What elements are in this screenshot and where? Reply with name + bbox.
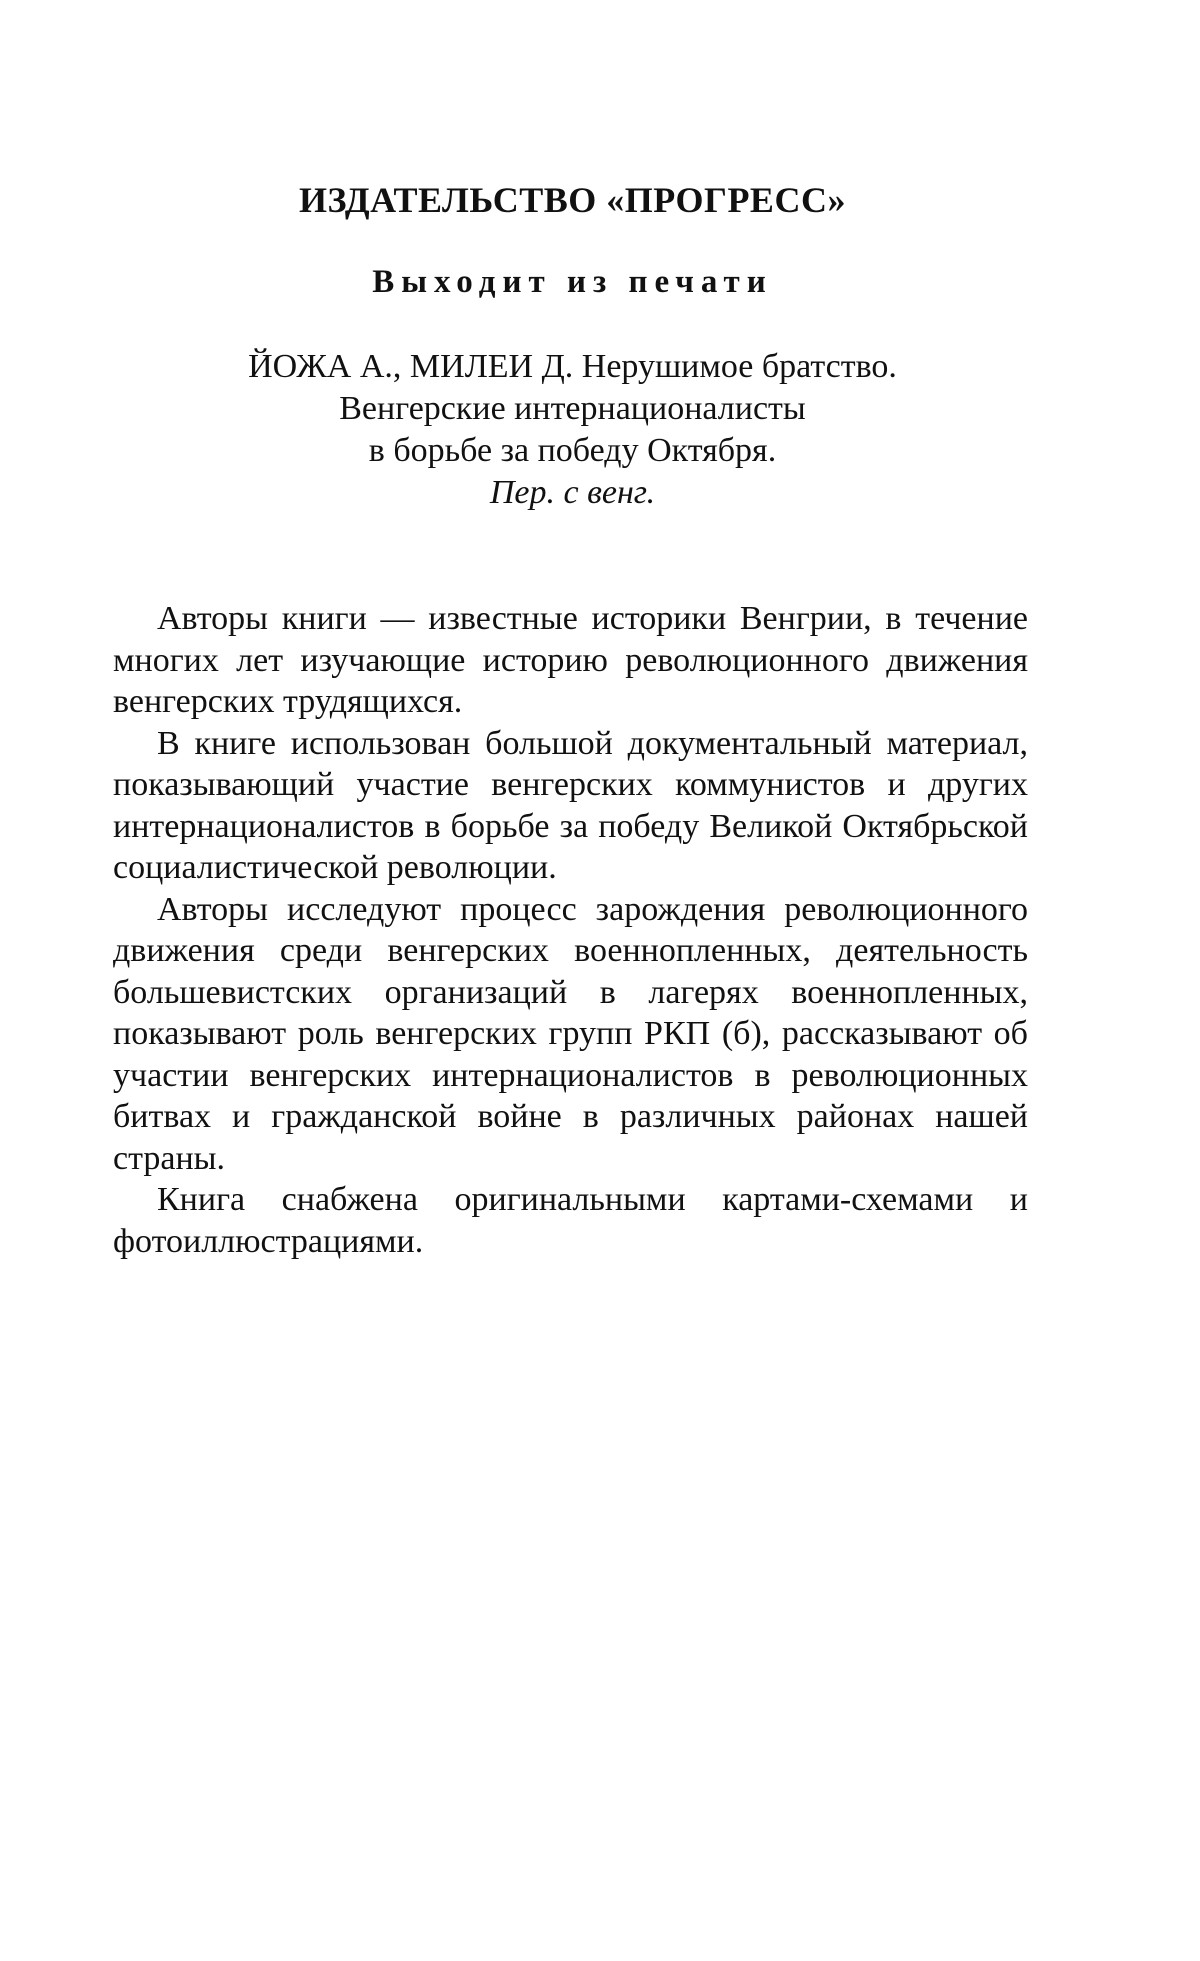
book-description — [113, 598, 1028, 1262]
announcement-heading: Выходит из печати — [372, 264, 773, 300]
publisher-heading: ИЗДАТЕЛЬСТВО «ПРОГРЕСС» — [299, 180, 846, 220]
book-title-line: ЙОЖА А., МИЛЕИ Д. Нерушимое братство. — [248, 348, 897, 385]
description-paragraph: Авторы исследуют процесс зарождения революционного движения среди венгерских военнопленных, деятельность большевистских организаций в лагерях военнопленных, показывают роль венгерских групп РКП (б), рассказывают об участии венгерских интернационалистов в революционных битвах и гражданской войне в различных районах нашей страны. — [113, 890, 1028, 1177]
book-subtitle-line: Венгерские интернационалисты — [339, 390, 806, 427]
description-paragraph: В книге использован большой документальный материал, показывающий участие венгерских коммунистов и других интернационалистов в борьбе за победу Великой Октябрьской социалистической революции. — [113, 724, 1028, 886]
book-translation-note: Пер. с венг. — [489, 474, 656, 511]
book-entry — [0, 346, 1145, 514]
book-subtitle-line: в борьбе за победу Октября. — [368, 432, 777, 469]
description-paragraph: Книга снабжена оригинальными картами-схемами и фотоиллюстрациями. — [113, 1181, 1028, 1260]
description-paragraph: Авторы книги — известные историки Венгрии, в течение многих лет изучающие историю революционного движения венгерских трудящихся. — [113, 600, 1028, 720]
